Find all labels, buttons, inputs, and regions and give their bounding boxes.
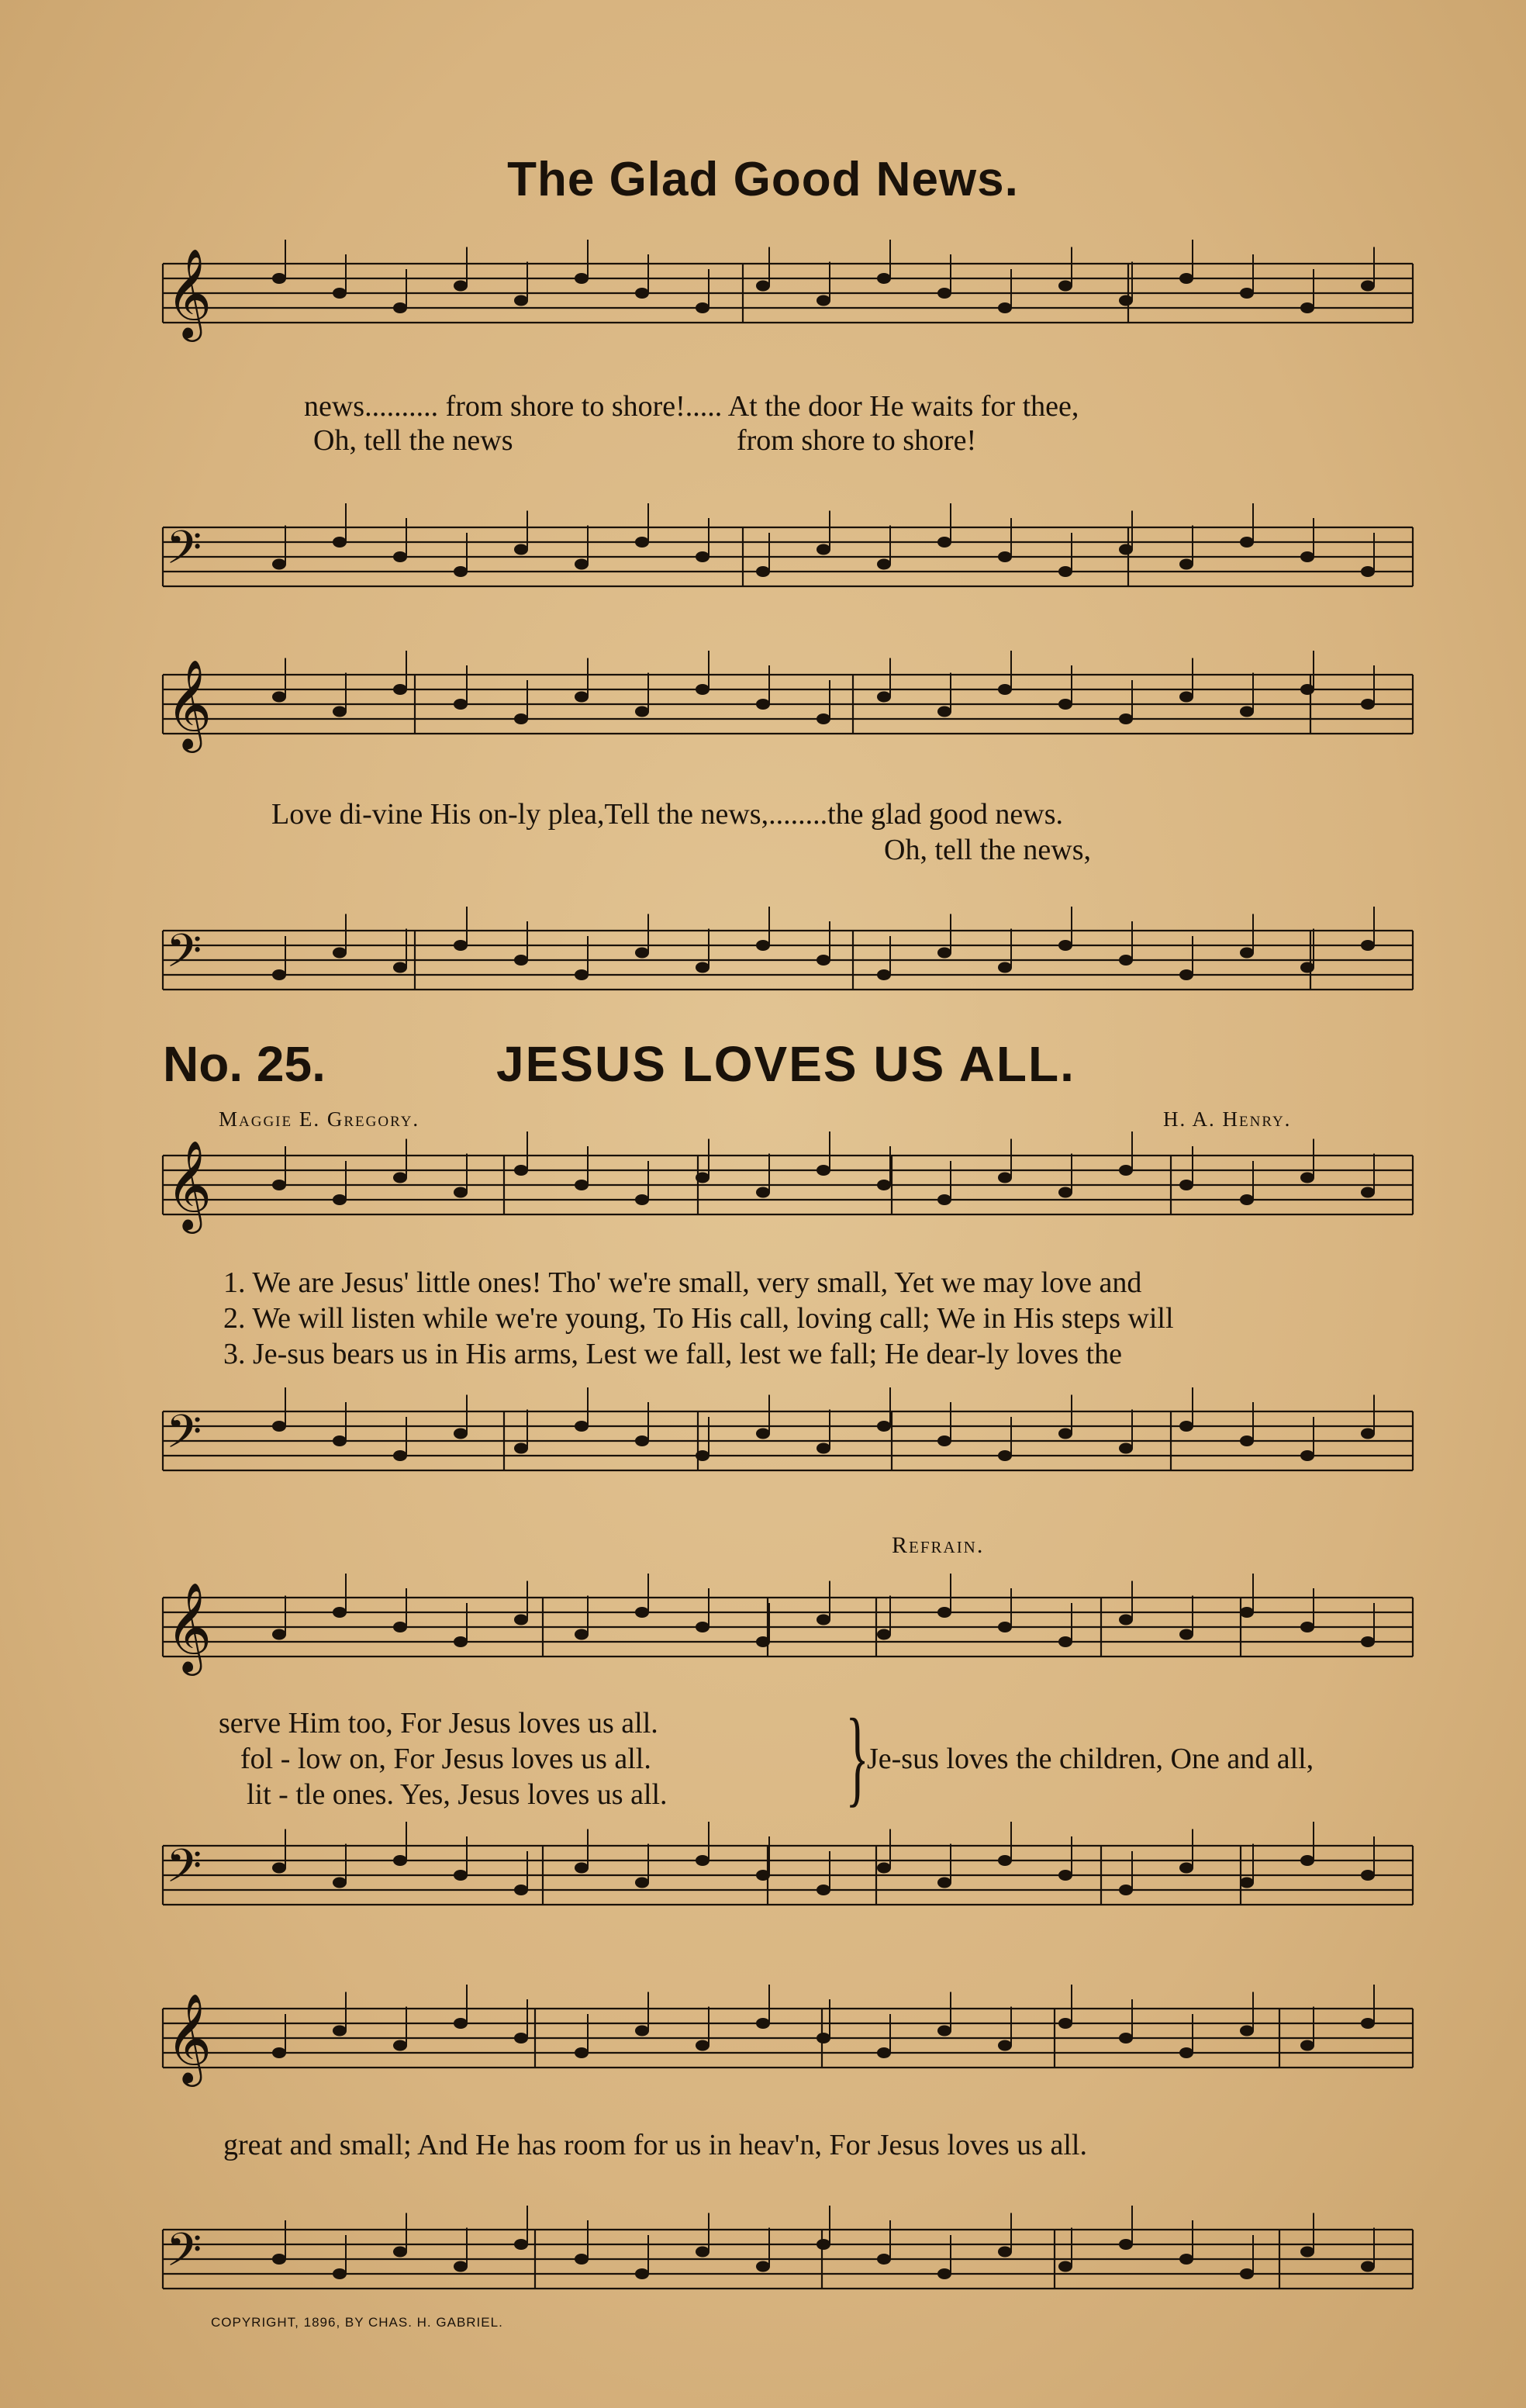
lyric-line: news.......... from shore to shore!..... At the door He waits for thee,: [304, 390, 1079, 423]
svg-text:𝄢: 𝄢: [166, 1839, 202, 1904]
verse-2-ending: fol - low on, For Jesus loves us all.: [240, 1743, 651, 1775]
refrain-line-1: Je-sus loves the children, One and all,: [867, 1743, 1314, 1775]
composer-credit: H. A. Henry.: [1163, 1107, 1292, 1131]
verse-1-ending: serve Him too, For Jesus loves us all.: [219, 1707, 658, 1739]
verse-1: 1. We are Jesus' little ones! Tho' we're small, very small, Yet we may love and: [223, 1266, 1142, 1299]
svg-text:𝄢: 𝄢: [166, 520, 202, 586]
verse-brace: }: [845, 1697, 869, 1817]
verse-3: 3. Je-sus bears us in His arms, Lest we fall, lest we fall; He dear-ly loves the: [223, 1338, 1122, 1370]
lyric-line: from shore to shore!: [737, 424, 977, 457]
svg-text:𝄞: 𝄞: [166, 1139, 212, 1230]
svg-text:𝄞: 𝄞: [166, 247, 212, 338]
svg-text:𝄞: 𝄞: [166, 658, 212, 749]
lyricist-credit: Maggie E. Gregory.: [219, 1107, 420, 1131]
svg-text:𝄢: 𝄢: [166, 2223, 202, 2288]
song-title-glad-good-news: The Glad Good News.: [507, 153, 1019, 206]
lyric-line: Love di-vine His on-ly plea,Tell the news,........the glad good news.: [271, 798, 1064, 831]
lyric-line: Oh, tell the news: [313, 424, 513, 457]
svg-text:𝄞: 𝄞: [166, 1581, 212, 1672]
refrain-line-2: great and small; And He has room for us in heav'n, For Jesus loves us all.: [223, 2129, 1087, 2161]
hymn-number: No. 25.: [163, 1036, 326, 1092]
verse-2: 2. We will listen while we're young, To His call, loving call; We in His steps will: [223, 1302, 1174, 1335]
song-title-jesus-loves-us-all: JESUS LOVES US ALL.: [496, 1036, 1075, 1092]
copyright-notice: COPYRIGHT, 1896, BY CHAS. H. GABRIEL.: [211, 2315, 503, 2330]
svg-text:𝄞: 𝄞: [166, 1992, 212, 2083]
svg-text:𝄢: 𝄢: [166, 924, 202, 989]
svg-text:𝄢: 𝄢: [166, 1404, 202, 1470]
verse-3-ending: lit - tle ones. Yes, Jesus loves us all.: [247, 1778, 668, 1811]
lyric-line: Oh, tell the news,: [884, 834, 1092, 866]
refrain-label: Refrain.: [892, 1532, 985, 1558]
